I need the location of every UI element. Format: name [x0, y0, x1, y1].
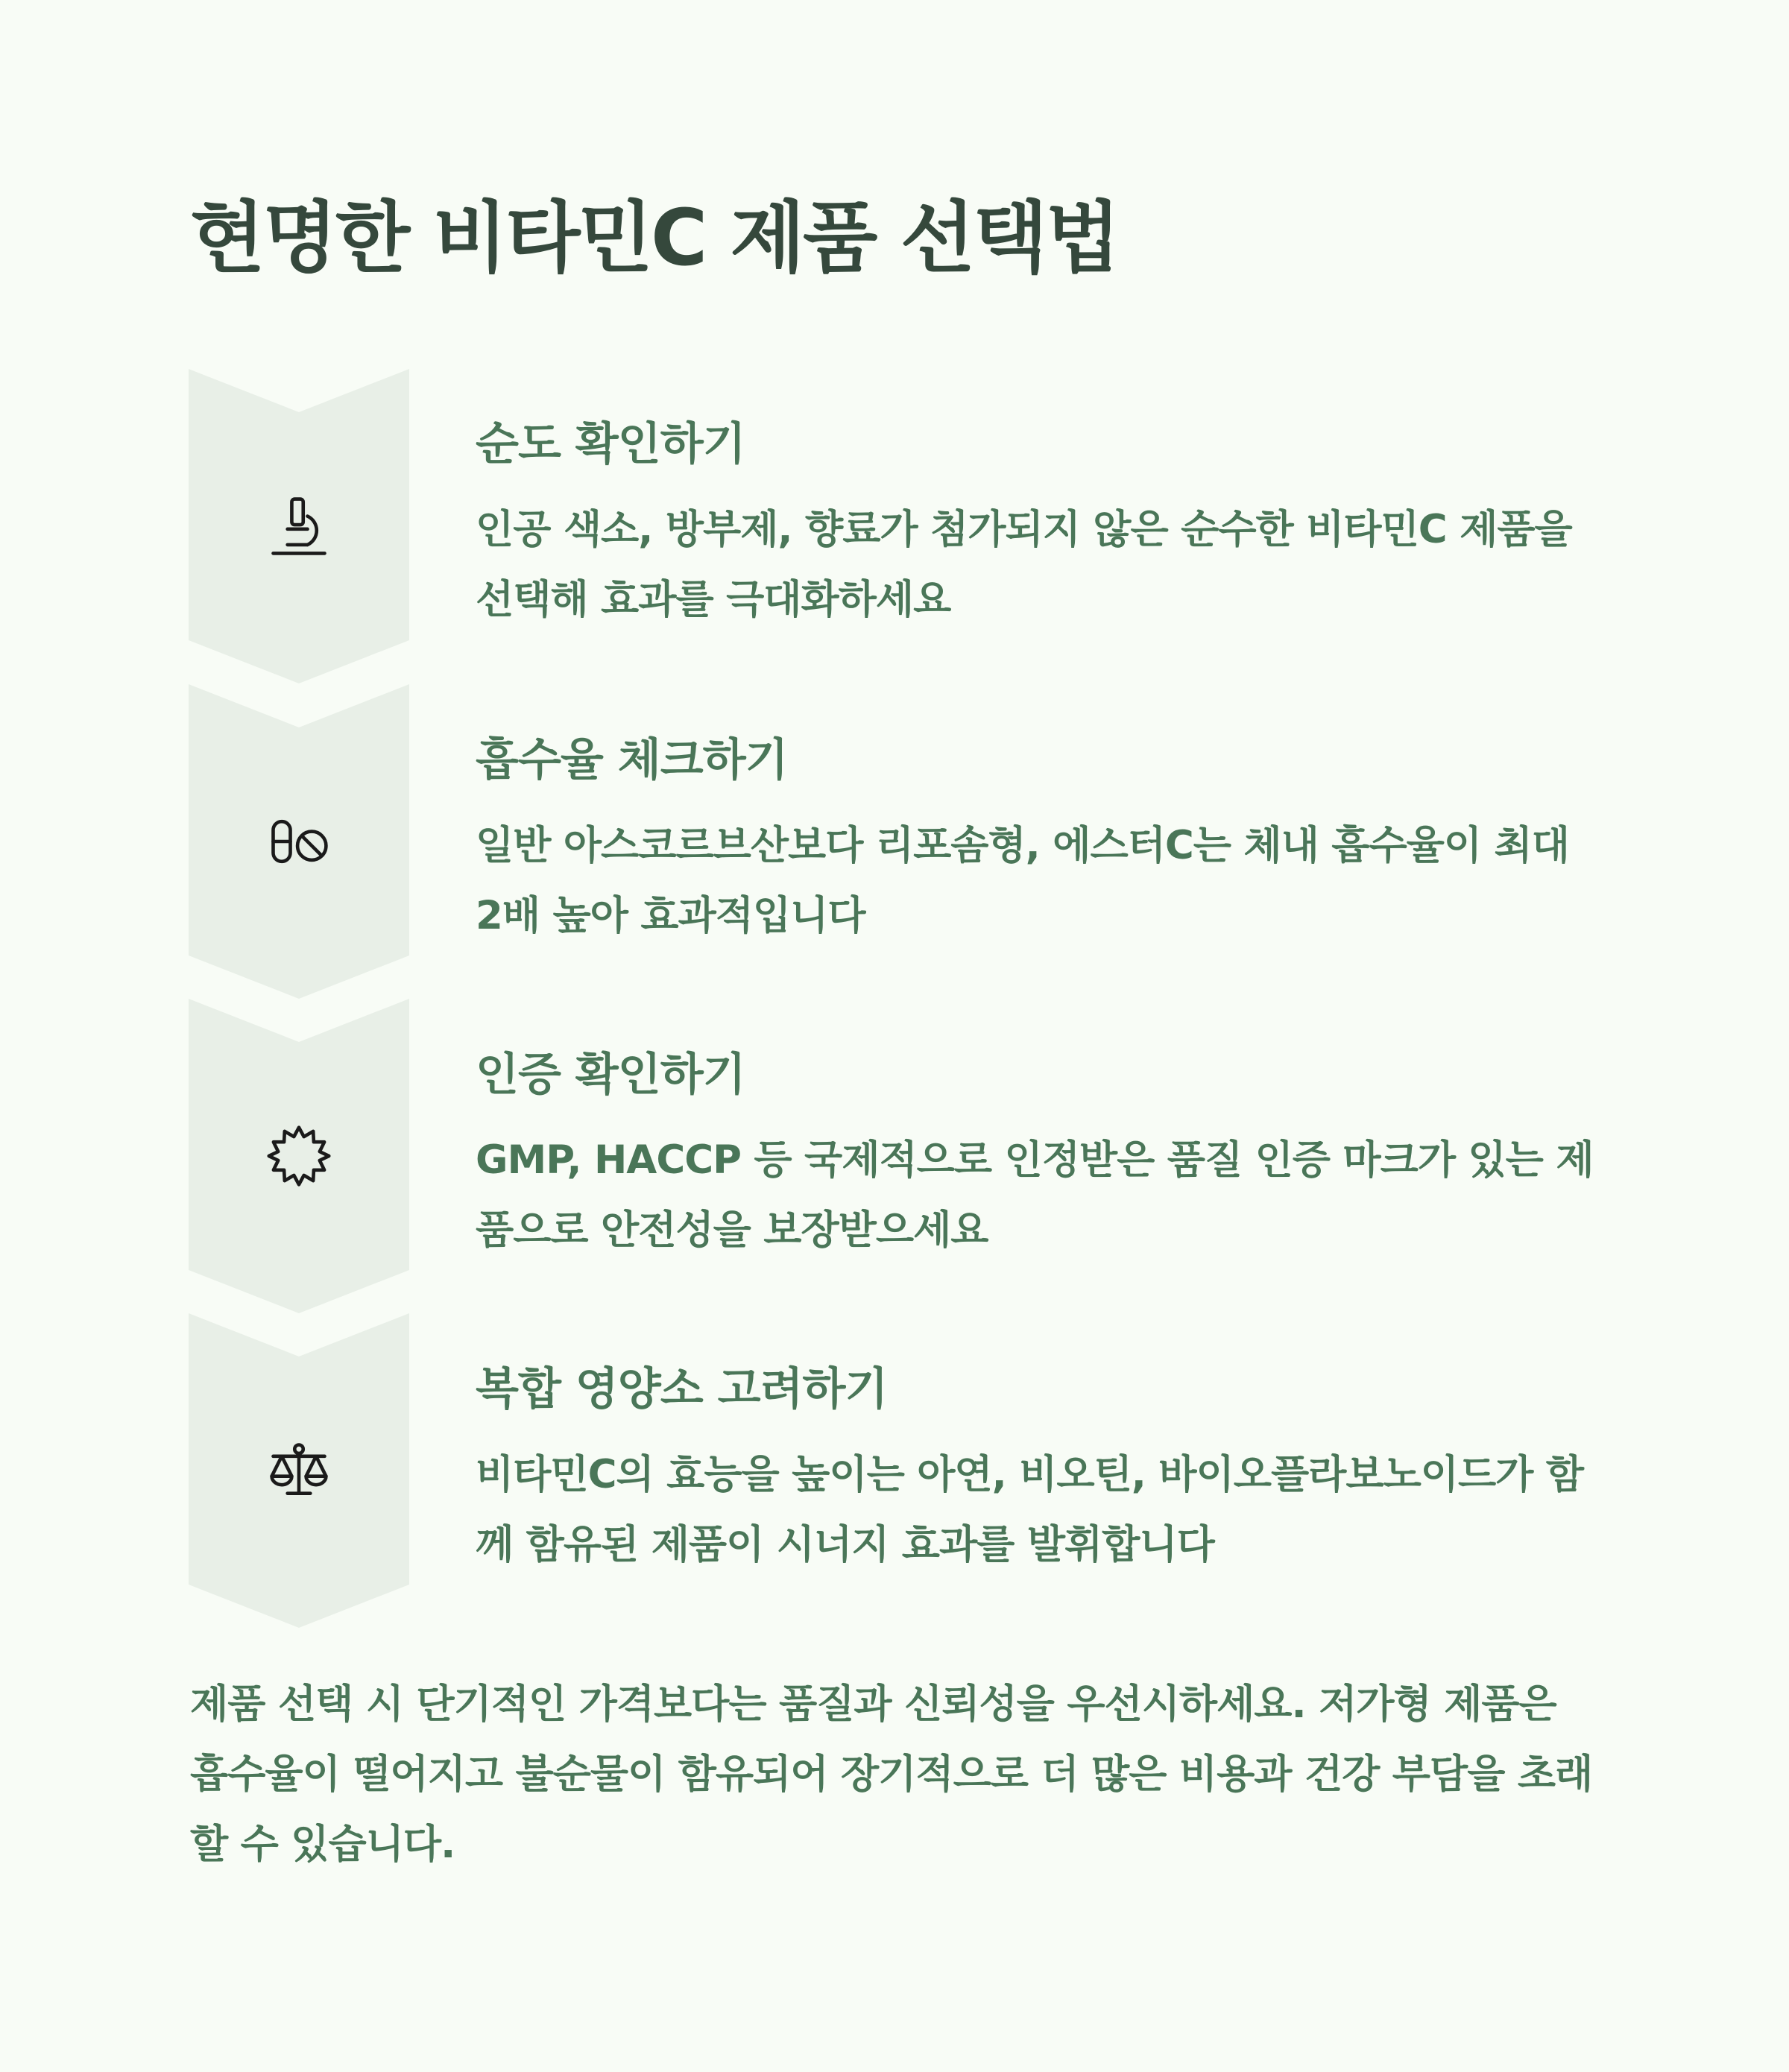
- step-title: 순도 확인하기: [476, 418, 745, 470]
- pill-no-icon: [265, 807, 333, 876]
- step-title: 복합 영양소 고려하기: [476, 1363, 888, 1415]
- step-description: 인공 색소, 방부제, 향료가 첨가되지 않은 순수한 비타민C 제품을 선택해 효과를 극대화하세요: [476, 507, 1572, 622]
- badge-icon: [265, 1122, 333, 1190]
- step-description: 일반 아스코르브산보다 리포솜형, 에스터C는 체내 흡수율이 최대 2배 높아 효과적입니다: [476, 823, 1569, 938]
- footer-note: 제품 선택 시 단기적인 가격보다는 품질과 신뢰성을 우선시하세요. 저가형 제품은 흡수율이 떨어지고 불순물이 함유되어 장기적으로 더 많은 비용과 건강 부담을 초래할 수 있습니다.: [190, 1681, 1593, 1867]
- step-title: 흡수율 체크하기: [476, 734, 788, 786]
- step-description: GMP, HACCP 등 국제적으로 인정받은 품질 인증 마크가 있는 제품으로 안전성을 보장받으세요: [476, 1137, 1594, 1253]
- scale-icon: [265, 1436, 333, 1505]
- microscope-icon: [265, 492, 333, 560]
- page-title: 현명한 비타민C 제품 선택법: [190, 192, 1119, 283]
- step-description: 비타민C의 효능을 높이는 아연, 비오틴, 바이오플라보노이드가 함께 함유된 제품이 시너지 효과를 발휘합니다: [476, 1452, 1584, 1567]
- step-title: 인증 확인하기: [476, 1049, 745, 1101]
